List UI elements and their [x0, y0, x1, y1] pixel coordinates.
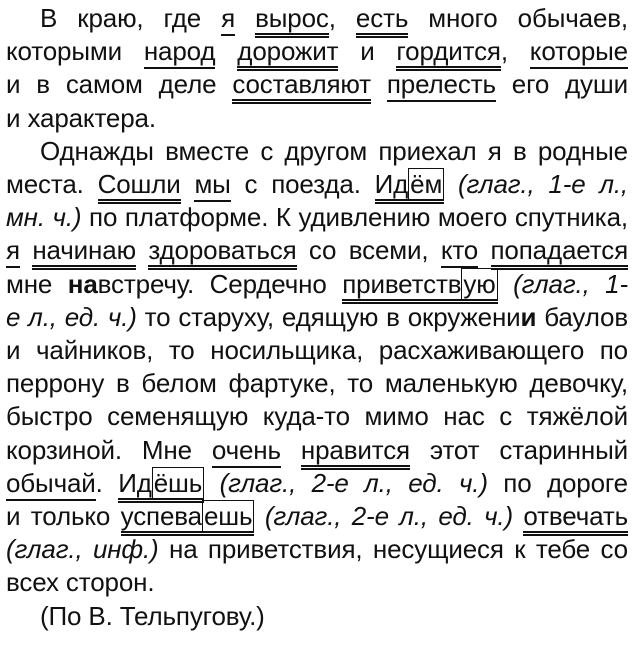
- predicate: попадается: [491, 235, 629, 270]
- text-fragment: на приветствия, несущиеся к тебе со: [158, 534, 628, 565]
- text-fragment: этот старинный: [409, 434, 628, 465]
- text-fragment: ,: [328, 3, 356, 33]
- bold-fragment: и: [520, 301, 537, 332]
- word-stem: Ид: [374, 169, 409, 200]
- text-line: всех сторон.: [6, 567, 155, 598]
- text-line: [6, 102, 628, 135]
- text-fragment: по дороге: [487, 467, 628, 498]
- predicate: есть: [356, 3, 408, 38]
- text-line: [6, 168, 628, 201]
- text-fragment: [281, 435, 301, 465]
- word-ending: ёшь: [153, 467, 203, 498]
- predicate: здороваться: [148, 235, 296, 270]
- text-line: Однажды вместе с другом приехал я в родные: [40, 135, 628, 166]
- text-fragment: [215, 36, 237, 66]
- text-line: [6, 68, 628, 101]
- word-ending: ём: [410, 169, 443, 200]
- text-fragment: корзиной. Мне: [6, 434, 212, 465]
- text-fragment: и только: [6, 501, 121, 532]
- grammar-note: е л., ед. ч.): [6, 301, 137, 332]
- text-fragment: [136, 235, 148, 265]
- text-fragment: встречу. Сердечно: [97, 268, 343, 299]
- text-fragment: места.: [6, 169, 98, 200]
- text-line: [6, 201, 628, 234]
- grammar-note: мн. ч.): [6, 202, 82, 233]
- text-fragment: В краю, где: [40, 3, 222, 33]
- subject: народ: [144, 36, 216, 69]
- grammar-note: (глаг., 2-е л., ед. ч.): [264, 501, 513, 532]
- predicate: составляют: [232, 69, 371, 104]
- text-line: [6, 434, 628, 467]
- text-fragment: [20, 235, 32, 265]
- subject: я: [6, 235, 20, 268]
- paragraph-2: [6, 135, 628, 600]
- paragraph-1: [6, 2, 628, 135]
- predicate: гордится: [396, 36, 500, 71]
- text-line: [6, 500, 628, 533]
- word-stem: успева: [120, 501, 202, 532]
- predicate: начинаю: [32, 235, 136, 270]
- text-fragment: [254, 501, 264, 531]
- text-fragment: [371, 69, 387, 99]
- text-fragment: ,: [500, 36, 530, 67]
- text-line: перрону в белом фартуке, то маленькую девочку,: [6, 368, 628, 399]
- text-line: [6, 467, 628, 500]
- word-ending: ешь: [203, 501, 253, 532]
- subject: обычай: [6, 468, 96, 501]
- text-fragment: [513, 501, 523, 531]
- text-fragment: .: [95, 467, 119, 498]
- predicate: вырос: [255, 3, 329, 38]
- predicate: [118, 468, 204, 503]
- subject: мы: [194, 169, 230, 202]
- predicate: отвечать: [523, 501, 628, 536]
- text-fragment: и характера.: [6, 102, 156, 133]
- modifier: очень: [212, 435, 281, 468]
- text-fragment: [204, 468, 219, 498]
- source-attribution: (По В. Тельпугову.): [40, 600, 265, 631]
- predicate: [375, 169, 445, 204]
- text-fragment: которыми: [6, 36, 144, 67]
- word-stem: Ид: [118, 467, 152, 498]
- predicate: дорожит: [237, 36, 338, 71]
- grammar-note: (глаг., инф.): [6, 534, 159, 565]
- text-line: [6, 301, 628, 334]
- grammar-note: (глаг., 1-е л.,: [458, 169, 629, 200]
- text-fragment: и в самом деле: [6, 69, 233, 100]
- text-fragment: с поезда.: [230, 169, 375, 200]
- bold-fragment: на: [67, 268, 98, 299]
- text-line: [6, 2, 628, 35]
- text-fragment: и: [338, 36, 397, 67]
- grammar-note: (глаг., 1-: [513, 268, 628, 299]
- predicate: Сошли: [98, 169, 181, 204]
- text-line: [6, 35, 628, 68]
- text-line: [6, 234, 628, 267]
- text-line: [6, 533, 628, 566]
- text-fragment: [181, 169, 195, 199]
- predicate: нравится: [301, 435, 410, 470]
- predicate: [121, 501, 255, 536]
- word-ending: ую: [463, 268, 496, 299]
- text-line: [6, 268, 628, 301]
- grammar-note: (глаг., 2-е л., ед. ч.): [219, 467, 488, 498]
- subject: я: [221, 3, 235, 36]
- subject: прелесть: [387, 69, 496, 102]
- text-fragment: то старуху, едящую в окружени: [136, 301, 521, 332]
- text-fragment: много обычаев,: [408, 3, 628, 33]
- text-fragment: по платформе. К удивлению моего спутника,: [81, 202, 628, 233]
- text-fragment: [235, 3, 255, 33]
- text-fragment: [498, 269, 514, 299]
- subject: которые: [530, 36, 628, 69]
- text-fragment: [444, 169, 458, 199]
- text-line: и чайников, то носильщика, расхаживающего по: [6, 335, 628, 366]
- word-stem: приветств: [342, 268, 462, 299]
- text-line: быстро семенящую куда-то мимо нас с тяжёлой: [6, 401, 628, 432]
- text-fragment: баулов: [536, 301, 628, 332]
- text-fragment: его души: [495, 69, 628, 100]
- text-fragment: [478, 235, 490, 265]
- text-fragment: мне: [6, 268, 68, 299]
- text-fragment: со всеми,: [296, 235, 441, 266]
- subject: кто: [441, 235, 478, 268]
- predicate: [342, 269, 497, 304]
